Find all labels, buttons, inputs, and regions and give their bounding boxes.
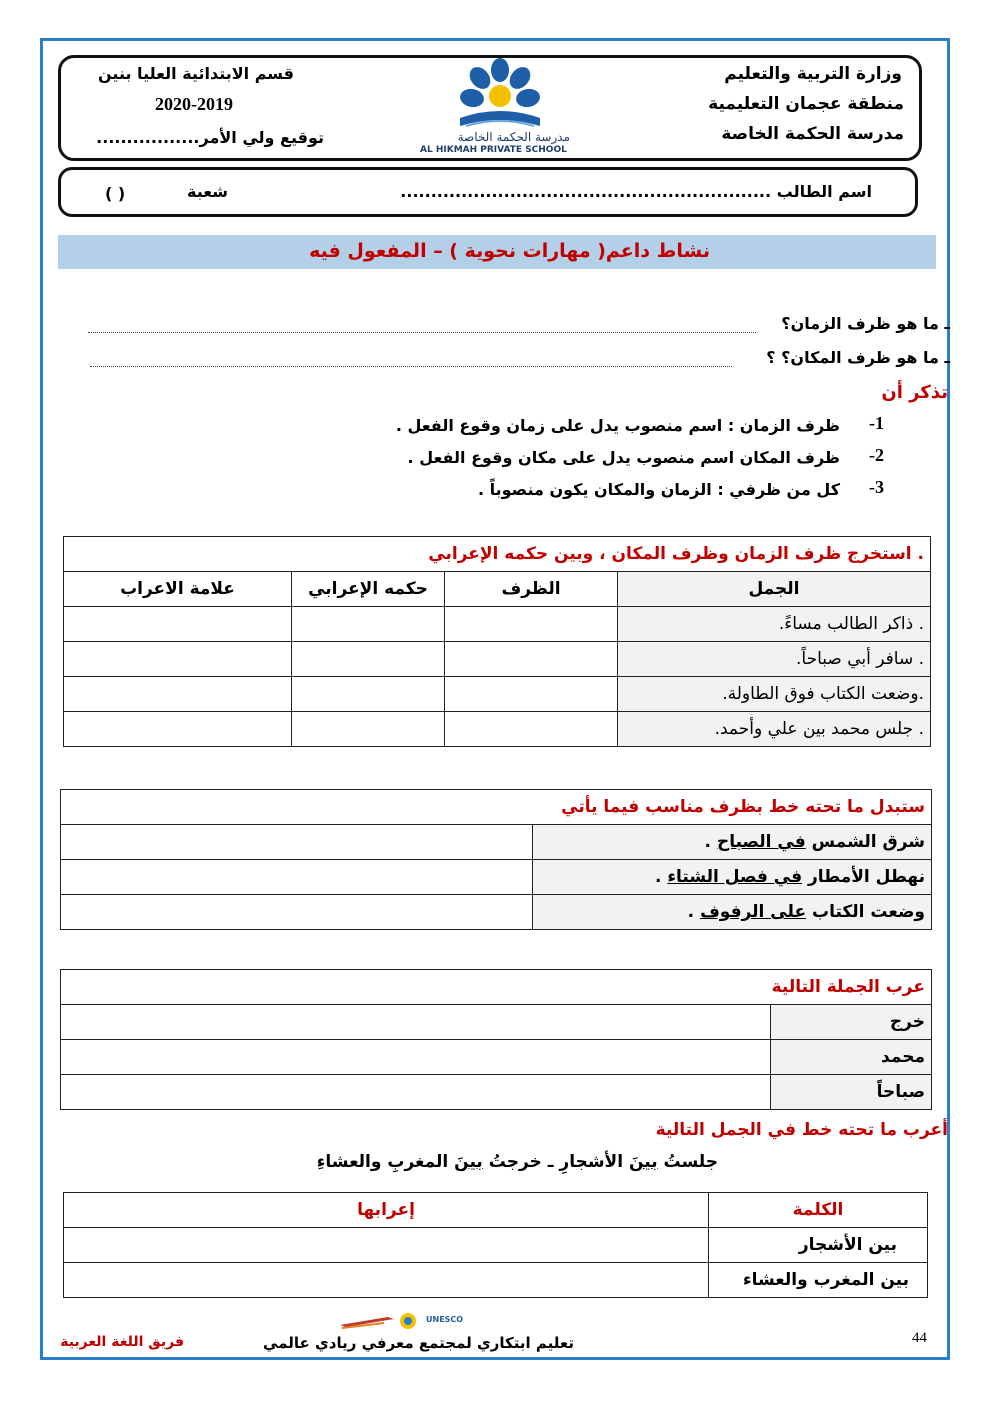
table-row [64,677,931,712]
answer-line-2[interactable] [90,366,732,367]
page-number: 44 [912,1330,927,1346]
header-sentences: الجمل [618,572,931,607]
logo-arabic: مدرسة الحكمة الخاصة [457,130,570,144]
answer-cell[interactable] [61,1005,771,1040]
footer-slogan: تعليم ابتكاري لمجتمع معرفي ريادي عالمي [263,1334,574,1352]
pen-logo-icon [338,1311,398,1331]
class-label: شعبة [187,182,228,201]
header-adverb: الظرف [445,572,618,607]
answer-cell[interactable] [61,860,533,895]
answer-cell[interactable] [64,642,292,677]
exercise4-table [63,1192,928,1298]
sentence-cell: . سافر أبي صباحاً. [618,642,931,677]
answer-cell[interactable] [61,1075,771,1110]
table-row [64,1263,928,1298]
ministry-name: وزارة التربية والتعليم [724,64,902,84]
school-name: مدرسة الحكمة الخاصة [721,124,904,144]
remember-item-1: ظرف الزمان : اسم منصوب يدل على زمان وقوع الفعل . [395,416,840,435]
sentence-part: الأشجارِ ـ خرجتُ [482,1152,629,1172]
sentence-cell: . ذاكر الطالب مساءً. [618,607,931,642]
table-row [64,712,931,747]
answer-cell[interactable] [64,1263,709,1298]
exercise4-sentence [317,1152,718,1172]
table-row [61,1005,932,1040]
remember-item-2: ظرف المكان اسم منصوب يدل على مكان وقوع الفعل . [407,448,840,467]
sentence-cell [533,860,932,895]
logo-english: AL HIKMAH PRIVATE SCHOOL [420,145,567,155]
answer-cell[interactable] [292,712,445,747]
answer-cell[interactable] [61,895,533,930]
question-time-adverb: ـ ما هو ظرف الزمان؟ [781,314,950,333]
answer-cell[interactable] [445,642,618,677]
school-logo [420,56,580,156]
answer-cell[interactable] [64,712,292,747]
answer-cell[interactable] [64,677,292,712]
exercise1-table [63,536,931,747]
sentence-part: المغربِ والعشاءِ [316,1152,455,1172]
school-mini-logo-icon [396,1311,420,1331]
sentence-cell: . جلس محمد بين علي وأحمد. [618,712,931,747]
word-cell: صباحاً [771,1075,932,1110]
region-name: منطقة عجمان التعليمية [708,94,904,114]
table-row [61,860,932,895]
exercise3-table [60,969,932,1110]
table-row [61,1040,932,1075]
remember-item-3: كل من ظرفي : الزمان والمكان يكون منصوباً . [477,480,840,499]
answer-cell[interactable] [292,677,445,712]
table-row [61,895,932,930]
answer-cell[interactable] [292,607,445,642]
school-year: 2020-2019 [155,94,233,114]
exercise3-instruction: عرب الجملة التالية [61,970,932,1005]
sentence-text: شرق الشمس [805,832,925,852]
header-parsing: إعرابها [64,1193,709,1228]
header-ruling: حكمه الإعرابي [292,572,445,607]
page-title: نشاط داعم( مهارات نحوية ) – المفعول فيه [309,240,710,262]
table-row [64,1228,928,1263]
remember-heading: تذكر أن [881,382,948,403]
sentence-cell [533,825,932,860]
table-row [61,825,932,860]
footer-team: فريق اللغة العربية [60,1334,184,1350]
underlined-text: في الصباح [716,832,806,852]
underlined-text: في فصل الشتاء [667,867,803,887]
sentence-end: . [687,902,701,922]
sentence-end: . [704,832,717,852]
answer-cell[interactable] [61,825,533,860]
exercise4-instruction: أعرب ما تحته خط في الجمل التالية [655,1120,948,1140]
answer-cell[interactable] [64,1228,709,1263]
sentence-part: جلستُ [657,1152,718,1172]
answer-cell[interactable] [61,1040,771,1075]
sentence-text: نهطل الأمطار [802,867,925,887]
question-place-adverb: ـ ما هو ظرف المكان؟ ؟ [766,348,950,367]
sentence-cell: .وضعت الكتاب فوق الطاولة. [618,677,931,712]
class-field[interactable]: ( ) [105,184,126,203]
word-cell: بين الأشجار [709,1228,928,1263]
exercise2-instruction: ستبدل ما تحته خط بظرف مناسب فيما يأتي [61,790,932,825]
header-sign: علامة الاعراب [64,572,292,607]
word-cell: بين المغرب والعشاء [709,1263,928,1298]
sentence-cell [533,895,932,930]
underlined-text: على الرفوف [700,902,807,922]
table-row [61,1075,932,1110]
answer-cell[interactable] [445,607,618,642]
remember-item-num: 3- [869,477,884,497]
sentence-end: . [654,867,668,887]
exercise2-table [60,789,932,930]
table-row [64,642,931,677]
underlined-word: بينَ [628,1152,658,1172]
sentence-text: وضعت الكتاب [806,902,925,922]
table-row [64,607,931,642]
student-name-field[interactable]: اسم الطالب ............................................................. [400,182,872,201]
word-cell: خرج [771,1005,932,1040]
unesco-logo: UNESCO [426,1315,464,1324]
section-name: قسم الابتدائية العليا بنين [98,64,294,83]
footer-logos [338,1309,498,1333]
answer-cell[interactable] [64,607,292,642]
remember-item-num: 2- [869,445,884,465]
word-cell: محمد [771,1040,932,1075]
header-word: الكلمة [709,1193,928,1228]
guardian-signature: توقيع ولي الأمر................. [96,128,324,147]
remember-item-num: 1- [869,413,884,433]
answer-cell[interactable] [445,677,618,712]
underlined-word: بينَ [454,1152,483,1172]
answer-cell[interactable] [292,642,445,677]
exercise1-instruction: . استخرج ظرف الزمان وظرف المكان ، وبين حكمه الإعرابي [64,537,931,572]
answer-cell[interactable] [445,712,618,747]
answer-line-1[interactable] [88,332,756,333]
